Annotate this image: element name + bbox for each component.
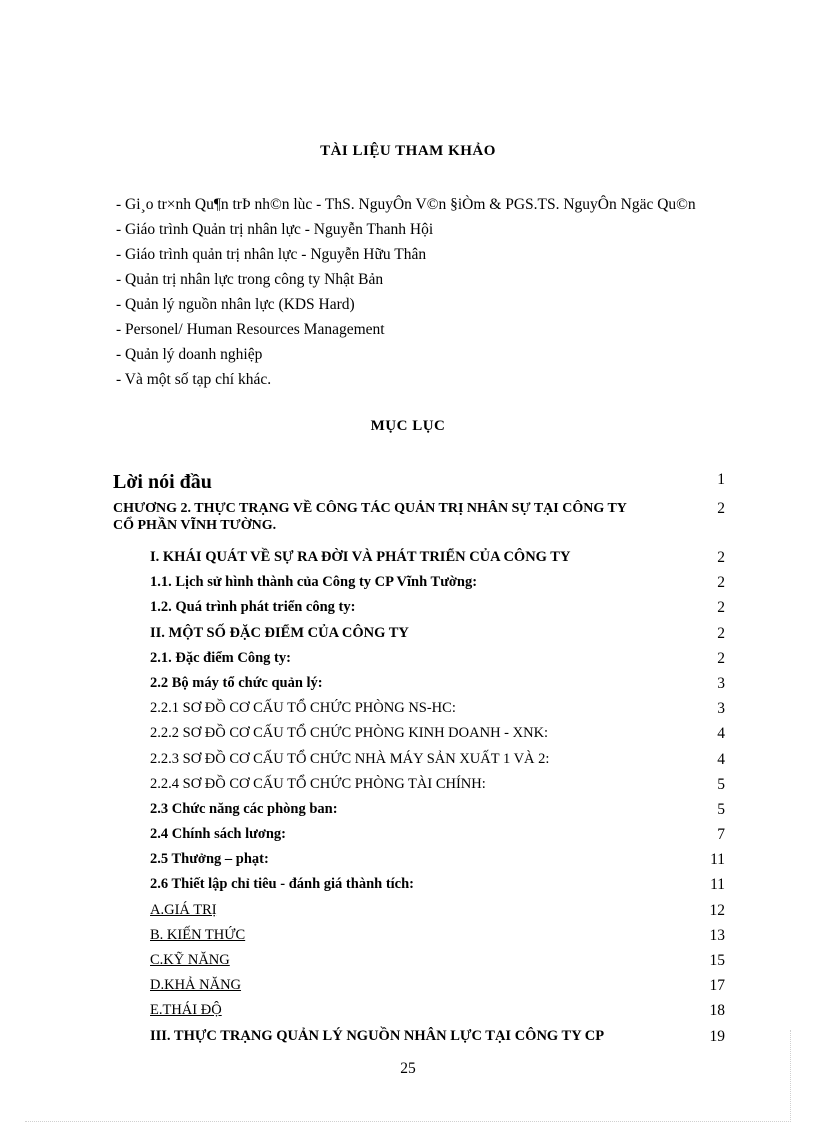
toc-entry xyxy=(113,872,725,897)
toc-entry-page: 2 xyxy=(717,624,725,642)
toc-entry-page: 12 xyxy=(709,901,725,919)
toc-entry xyxy=(113,847,725,872)
page-number: 25 xyxy=(400,1060,416,1077)
toc-entry xyxy=(113,797,725,822)
toc-entry xyxy=(113,621,725,646)
toc-entry-text: I. KHÁI QUÁT VỀ SỰ RA ĐỜI VÀ PHÁT TRIỂN CỦA CÔNG TY xyxy=(150,549,571,565)
toc-entry xyxy=(113,671,725,696)
toc-entry-text: 2.2.3 SƠ ĐỒ CƠ CẤU TỔ CHỨC NHÀ MÁY SẢN XUẤT 1 VÀ 2: xyxy=(150,750,550,767)
toc-entry-page: 1 xyxy=(717,471,725,488)
references-list xyxy=(116,192,748,392)
toc-entry-page: 5 xyxy=(717,775,725,793)
toc-entry-page: 17 xyxy=(709,977,725,995)
reference-item: - Quản lý doanh nghiệp xyxy=(116,346,263,363)
toc-entry-link[interactable]: B. KIẾN THỨC xyxy=(150,926,246,943)
toc-entry xyxy=(113,747,725,772)
toc-entry-text: 1.2. Quá trình phát triển công ty: xyxy=(150,599,356,616)
reference-item: - Quản lý nguồn nhân lực (KDS Hard) xyxy=(116,296,355,313)
toc-entry xyxy=(113,998,725,1023)
toc-entry-link[interactable]: E.THÁI ĐỘ xyxy=(150,1002,222,1019)
toc-entry xyxy=(113,898,725,923)
toc-entry-page: 5 xyxy=(717,800,725,818)
toc-entry-text: III. THỰC TRẠNG QUẢN LÝ NGUỒN NHÂN LỰC TẠI CÔNG TY CP xyxy=(150,1027,605,1044)
reference-item: - Quản trị nhân lực trong công ty Nhật Bản xyxy=(116,271,384,288)
toc-title: MỤC LỤC xyxy=(370,418,446,434)
toc-entry-text: II. MỘT SỐ ĐẶC ĐIỂM CỦA CÔNG TY xyxy=(150,624,409,641)
toc-entry-text: 1.1. Lịch sử hình thành của Công ty CP Vĩnh Tường: xyxy=(150,574,478,591)
toc-entry-text: Lời nói đầu xyxy=(113,471,212,493)
toc-entry-page: 19 xyxy=(709,1027,725,1045)
toc-entry-page: 11 xyxy=(710,876,725,894)
toc-entry-text: 2.2.4 SƠ ĐỒ CƠ CẤU TỔ CHỨC PHÒNG TÀI CHÍNH: xyxy=(150,775,486,792)
toc-entry-page: 2 xyxy=(717,599,725,617)
toc-entry xyxy=(113,570,725,595)
toc-entry xyxy=(113,595,725,620)
toc-entry-text: 2.5 Thưởng – phạt: xyxy=(150,851,269,868)
reference-item: - Và một số tạp chí khác. xyxy=(116,371,272,388)
toc-entry xyxy=(113,973,725,998)
table-of-contents xyxy=(113,469,725,1049)
toc-entry xyxy=(113,646,725,671)
toc-entry-page: 4 xyxy=(717,725,725,743)
toc-entry-text: 2.6 Thiết lập chỉ tiêu - đánh giá thành tích: xyxy=(150,876,415,893)
toc-entry-link[interactable]: D.KHẢ NĂNG xyxy=(150,977,242,994)
toc-entry xyxy=(113,495,725,545)
toc-entry-text: 2.4 Chính sách lương: xyxy=(150,826,286,843)
toc-entry-text: CHƯƠNG 2. THỰC TRẠNG VỀ CÔNG TÁC QUẢN TRỊ NHÂN SỰ TẠI CÔNG TY CỔ PHẦN VĨNH TƯỜNG. xyxy=(113,501,627,533)
reference-item: - Giáo trình Quản trị nhân lực - Nguyễn Thanh Hội xyxy=(116,221,434,238)
toc-entry-page: 2 xyxy=(717,649,725,667)
reference-item: - Personel/ Human Resources Management xyxy=(116,321,385,338)
toc-entry-text: 2.2.1 SƠ ĐỒ CƠ CẤU TỔ CHỨC PHÒNG NS-HC: xyxy=(150,700,456,717)
toc-entry xyxy=(113,948,725,973)
toc-entry-text: 2.2.2 SƠ ĐỒ CƠ CẤU TỔ CHỨC PHÒNG KINH DOANH - XNK: xyxy=(150,725,549,742)
toc-entry-page: 7 xyxy=(717,826,725,844)
toc-entry-page: 3 xyxy=(717,674,725,692)
toc-entry xyxy=(113,696,725,721)
toc-entry-page: 15 xyxy=(709,952,725,969)
toc-entry-page: 3 xyxy=(717,700,725,718)
reference-item: - Giáo trình quản trị nhân lực - Nguyễn Hữu Thân xyxy=(116,246,427,263)
toc-entry xyxy=(113,822,725,847)
toc-entry xyxy=(113,1024,725,1049)
toc-entry-page: 2 xyxy=(717,500,725,517)
references-title: TÀI LIỆU THAM KHẢO xyxy=(320,143,496,159)
toc-entry xyxy=(113,469,725,495)
toc-entry-link[interactable]: C.KỸ NĂNG xyxy=(150,952,230,968)
toc-entry-page: 13 xyxy=(709,926,725,944)
reference-item: - Gi¸o tr×nh Qu¶n trÞ nh©n lùc - ThS. NguyÔn V©n §iÒm & PGS.TS. NguyÔn Ngäc Qu©n xyxy=(116,196,696,213)
toc-entry-page: 4 xyxy=(717,750,725,768)
toc-entry-text: 2.3 Chức năng các phòng ban: xyxy=(150,800,338,817)
page-border-right xyxy=(790,1030,791,1122)
toc-entry-page: 2 xyxy=(717,549,725,566)
toc-entry xyxy=(113,923,725,948)
toc-entry xyxy=(113,772,725,797)
toc-entry-link[interactable]: A.GIÁ TRỊ xyxy=(150,901,217,918)
toc-entry-page: 2 xyxy=(717,574,725,592)
toc-entry xyxy=(113,721,725,746)
toc-entry-page: 11 xyxy=(710,851,725,869)
toc-entry xyxy=(113,545,725,570)
toc-entry-page: 18 xyxy=(709,1002,725,1020)
toc-entry-text: 2.1. Đặc điểm Công ty: xyxy=(150,649,291,666)
page-border-bottom xyxy=(25,1121,791,1122)
toc-entry-text: 2.2 Bộ máy tổ chức quản lý: xyxy=(150,674,323,691)
